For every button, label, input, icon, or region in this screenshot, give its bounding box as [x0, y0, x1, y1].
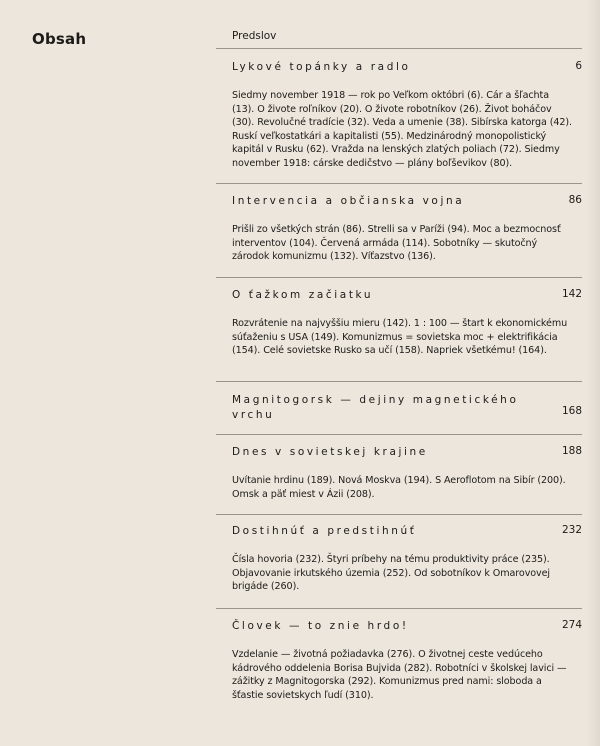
chapter-title: Dnes v sovietskej krajine — [232, 446, 428, 458]
chapter-entry — [232, 393, 582, 423]
chapter-page-number: 188 — [561, 445, 582, 457]
chapter-description: Vzdelanie — životná požiadavka (276). O životnej ceste vedúceho kádrového oddelenia Borisa Bujvida (282). Robotníci v školskej lavici — zážitky z Magnitogorska (292). Komunizmus pred nami: sloboda a šťastie sovietskych ľudí (310). — [232, 649, 567, 701]
chapter-title: Človek — to znie hrdo! — [232, 620, 409, 632]
chapter-title: Magnitogorsk — dejiny magnetického vrchu — [232, 394, 519, 421]
page-heading: Obsah — [32, 30, 87, 48]
separator — [216, 277, 582, 278]
separator — [216, 381, 582, 382]
chapter-page-number: 142 — [561, 288, 582, 300]
chapter-entry — [232, 60, 582, 171]
chapter-description: Siedmy november 1918 — rok po Veľkom októbri (6). Cár a šľachta (13). O živote roľníkov (20). O živote robotníkov (26). Život boháčov (30). Revolučné tradície (32). Veda a umenie (38). Sibírska katorga (42). Ruskí veľkostatkári a kapitalisti (55). Medzinárodný monopolistický kapitál v Rusku (62). Vražda na lenských zlatých poliach (72). Siedmy november 1918: cárske dedičstvo — plány boľševikov (80). — [232, 90, 572, 169]
separator — [216, 514, 582, 515]
chapter-entry — [232, 619, 582, 702]
chapter-page-number: 86 — [568, 194, 582, 206]
chapter-entry — [232, 288, 582, 358]
chapter-description: Uvítanie hrdinu (189). Nová Moskva (194). S Aeroflotom na Sibír (200). Omsk a päť miest v Ázii (208). — [232, 475, 566, 500]
chapter-title: Intervencia a občianska vojna — [232, 195, 465, 207]
chapter-page-number: 274 — [561, 619, 582, 631]
separator — [216, 608, 582, 609]
chapter-entry — [232, 445, 582, 501]
chapter-description: Prišli zo všetkých strán (86). Strelli sa v Paríži (94). Moc a bezmocnosť interventov (104). Červená armáda (114). Sobotníky — skutočný zárodok komunizmu (132). Víťazstvo (136). — [232, 224, 561, 263]
separator — [216, 434, 582, 435]
chapter-page-number: 6 — [575, 60, 582, 72]
preface-entry — [232, 30, 582, 42]
chapter-title: Dostihnúť a predstihnúť — [232, 525, 417, 537]
chapter-title: O ťažkom začiatku — [232, 289, 374, 301]
preface-title: Predslov — [232, 30, 277, 42]
chapter-description: Čísla hovoria (232). Štyri príbehy na tému produktivity práce (235). Objavovanie irkutského územia (252). Od sobotníkov k Omarovovej brigáde (260). — [232, 554, 550, 593]
chapter-description: Rozvrátenie na najvyššiu mieru (142). 1 : 100 — štart k ekonomickému súťaženiu s USA (149). Komunizmus = sovietska moc + elektrifikácia (154). Celé sovietske Rusko sa učí (158). Napriek všetkému! (164). — [232, 318, 568, 357]
chapter-entry — [232, 194, 582, 264]
chapter-page-number: 168 — [561, 405, 582, 417]
chapter-entry — [232, 524, 582, 594]
separator — [216, 48, 582, 49]
page-edge-shadow — [586, 0, 600, 746]
separator — [216, 183, 582, 184]
chapter-page-number: 232 — [561, 524, 582, 536]
chapter-title: Lykové topánky a radlo — [232, 61, 411, 73]
